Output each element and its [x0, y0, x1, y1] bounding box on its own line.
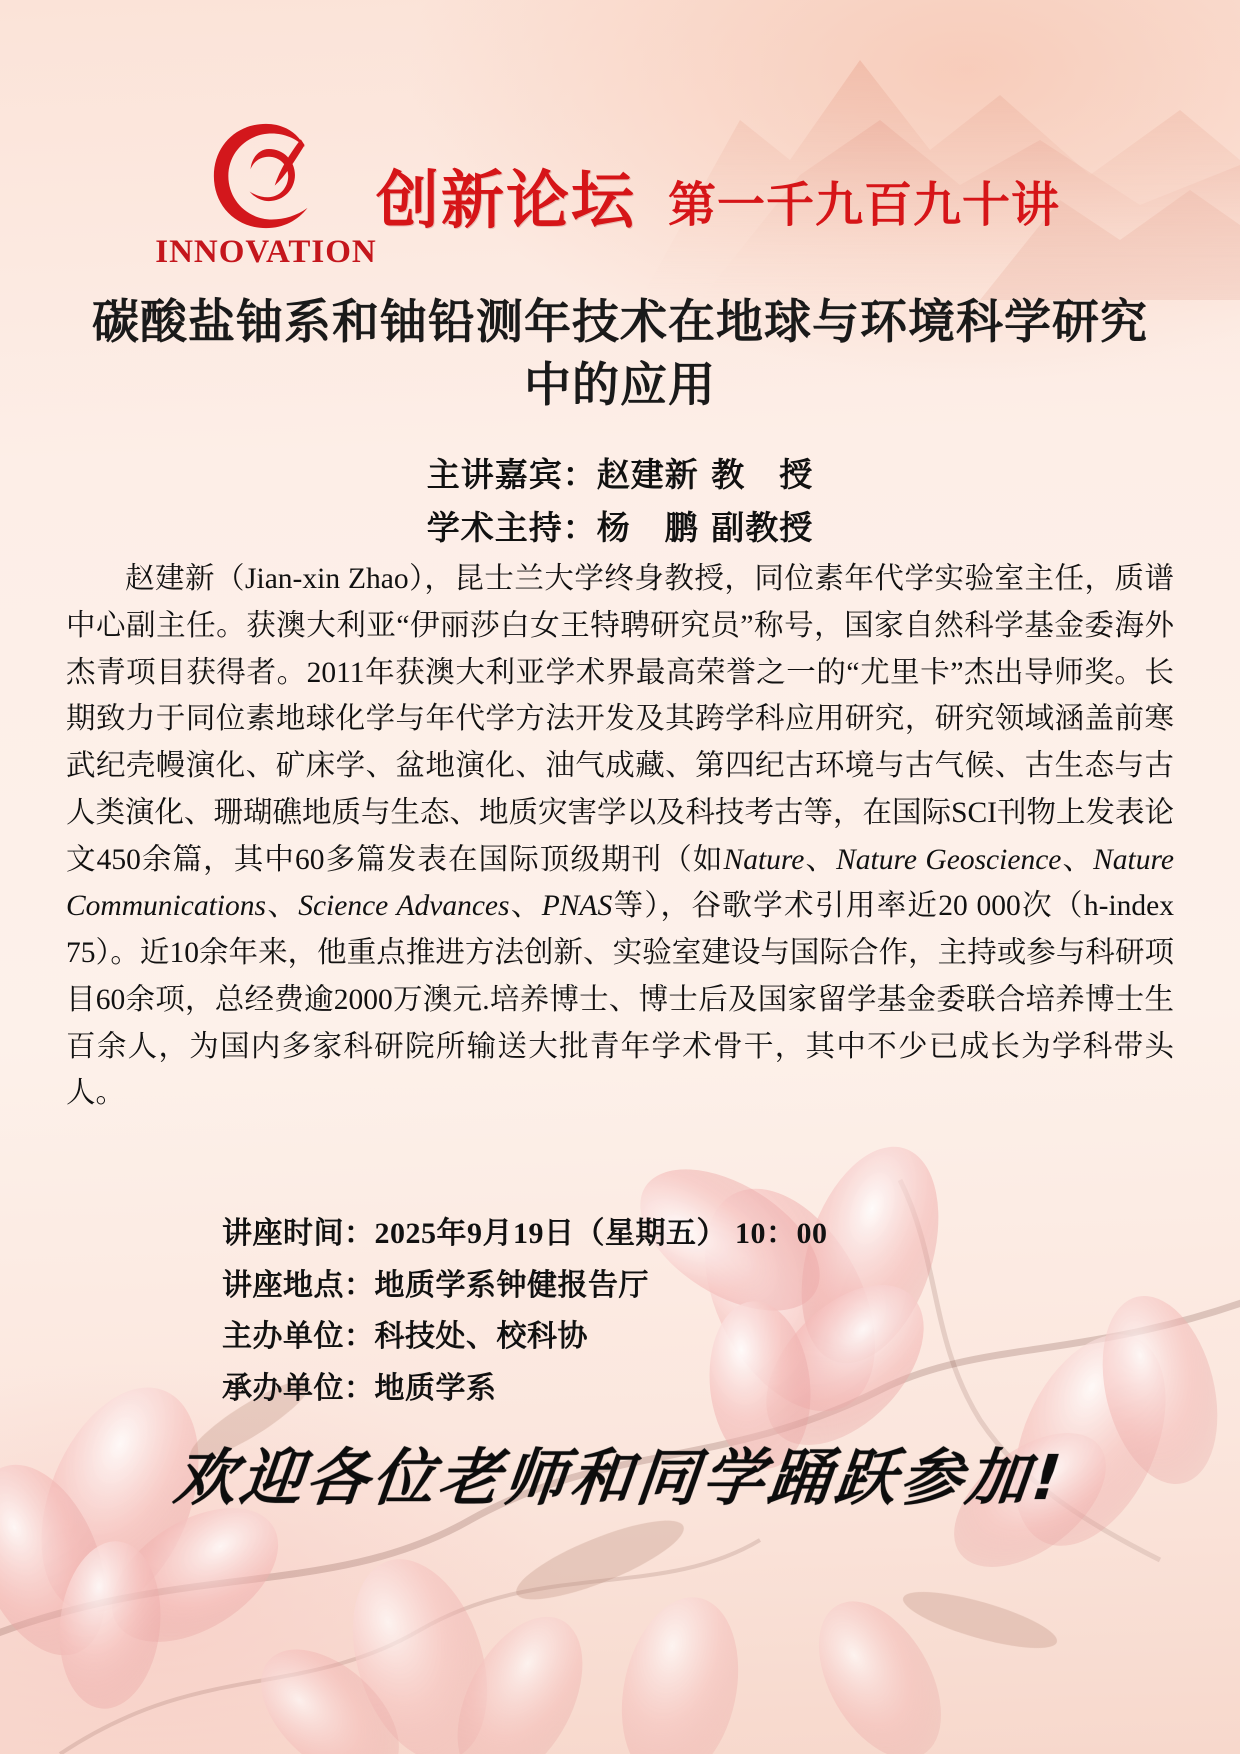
event-place-label: 讲座地点：: [222, 1267, 375, 1303]
bio-sep-3: 、: [265, 890, 299, 923]
event-undertaker-row: [222, 1363, 828, 1415]
page-title: 碳酸盐铀系和铀铅测年技术在地球与环境科学研究中的应用: [92, 295, 1148, 413]
journal-pnas: PNAS: [541, 890, 613, 923]
poster-header: [0, 120, 1240, 271]
academic-host: 学术主持：杨 鹏 副教授: [426, 508, 814, 548]
event-details: [222, 1208, 828, 1414]
guest-speaker: 主讲嘉宾：赵建新 教 授: [426, 455, 814, 494]
journal-nature-communications: Nature Communications: [66, 843, 1174, 923]
bio-sep-1: 、: [804, 843, 837, 876]
journal-nature-geoscience: Nature Geoscience: [836, 843, 1062, 876]
journal-science-advances: Science Advances: [298, 890, 510, 923]
speaker-block: [0, 448, 1240, 555]
logo-wordmark: INNOVATION: [155, 234, 377, 270]
event-time-value: 2025年9月19日（星期五） 10：00: [374, 1217, 828, 1250]
event-organizer-value: 科技处、校科协: [374, 1319, 588, 1355]
event-time-row: [222, 1208, 828, 1260]
event-place-value: 地质学系钟健报告厅: [374, 1267, 649, 1303]
event-undertaker-label: 承办单位：: [222, 1370, 375, 1406]
event-time-label: 讲座时间：: [222, 1216, 375, 1251]
lecture-number: 第一千九百九十讲: [667, 177, 1060, 233]
event-place-row: [222, 1260, 828, 1312]
event-undertaker-value: 地质学系: [374, 1370, 497, 1406]
event-organizer-label: 主办单位：: [222, 1319, 375, 1355]
innovation-swirl-icon: [207, 120, 325, 232]
bio-sep-4: 、: [509, 890, 542, 923]
bio-text-part1: 赵建新（Jian-xin Zhao），昆士兰大学终身教授，同位素年代学实验室主任，质谱中心副主任。获澳大利亚“伊丽莎白女王特聘研究员”称号，国家自然科学基金委海外杰青项目获得者。2011年获澳大利亚学术界最高荣誉之一的“尤里卡”杰出导师奖。长期致力于同位素地球化学与年代学方法开发及其跨学科应用研究，研究领域涵盖前寒武纪壳幔演化、矿床学、盆地演化、油气成藏、第四纪古环境与古气候、古生态与古人类演化、珊瑚礁地质与生态、地质灾害学以及科技考古等，在国际SCI刊物上发表论文450余篇，其中60多篇发表在国际顶级期刊（如: [66, 563, 1174, 876]
speaker-biography: [66, 556, 1174, 1117]
bio-sep-2: 、: [1061, 843, 1094, 876]
event-organizer-row: [222, 1311, 828, 1363]
logo: [155, 120, 377, 271]
welcome-slogan: 欢迎各位老师和同学踊跃参加!: [170, 1441, 1069, 1514]
journal-nature: Nature: [723, 843, 805, 876]
bio-text-part2: 等），谷歌学术引用率近20 000次（h-index 75）。近10余年来，他重点推进方法创新、实验室建设与国际合作，主持或参与科研项目60余项，总经费逾2000万澳元.培养博士、博士后及国家留学基金委联合培养博士生百余人，为国内多家科研院所输送大批青年学术骨干，其中不少已成长为学科带头人。: [66, 890, 1174, 1110]
forum-brand-title: 创新论坛: [375, 164, 636, 237]
